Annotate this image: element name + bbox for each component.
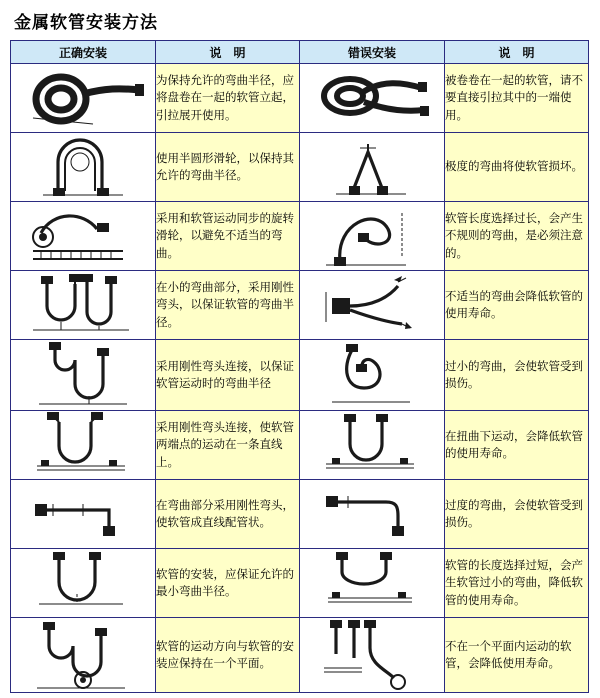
figure-hose-installed-with-min-bend-radius [11,549,156,618]
hose-with-synchronized-rotating-pulley-icon [13,203,153,269]
hose-motion-out-of-plane-icon [302,618,442,692]
note-correct: 软管的运动方向与软管的安装应保持在一个平面。 [156,618,300,693]
figure-hose-too-long-irregular-bend [300,202,445,271]
note-wrong: 极度的弯曲将使软管损坏。 [445,133,589,202]
table-row [11,411,589,480]
column-header-wrong-note: 说 明 [445,41,589,64]
figure-hose-too-long-small-bend [300,549,445,618]
note-wrong: 过小的弯曲，会使软管受到损伤。 [445,340,589,411]
figure-hose-bent-sharply-at-v [300,133,445,202]
table-header [11,41,589,64]
figure-excessive-bend-right-angle [300,480,445,549]
note-correct: 软管的安装，应保证允许的最小弯曲半径。 [156,549,300,618]
note-correct: 使用半圆形滑轮，以保持其允许的弯曲半径。 [156,133,300,202]
note-correct: 采用刚性弯头连接，以保证软管运动时的弯曲半径 [156,340,300,411]
table-row [11,271,589,340]
hose-motion-in-same-plane-icon [13,618,153,692]
note-correct: 采用和软管运动同步的旋转滑轮，以避免不适当的弯曲。 [156,202,300,271]
figure-hose-over-semicircular-sheave [11,133,156,202]
rigid-elbow-at-small-bend-icon [13,272,153,338]
installation-methods-table [10,40,589,693]
table-row [11,480,589,549]
column-header-correct-install: 正确安装 [11,41,156,64]
note-wrong: 被卷卷在一起的软管，请不要直接引拉其中的一端使用。 [445,64,589,133]
hose-bent-sharply-at-v-icon [302,136,442,198]
figure-too-small-bend-radius-u [300,340,445,411]
note-wrong: 软管长度选择过长，会产生不规则的弯曲，是必须注意的。 [445,202,589,271]
hose-too-long-small-bend-icon [302,552,442,614]
column-header-wrong-install: 错误安装 [300,41,445,64]
figure-improper-tight-bend-at-fitting [300,271,445,340]
note-correct: 为保持允许的弯曲半径，应将盘卷在一起的软管立起，引拉展开使用。 [156,64,300,133]
rigid-elbow-both-ends-straight-line-icon [13,412,153,478]
coiled-hose-pulled-from-center-icon [302,66,442,130]
hose-over-semicircular-sheave-icon [13,136,153,198]
excessive-bend-right-angle-icon [302,484,442,544]
figure-hose-with-synchronized-rotating-pulley [11,202,156,271]
improper-tight-bend-at-fitting-icon [302,272,442,338]
table-row [11,340,589,411]
too-small-bend-radius-u-icon [302,340,442,410]
figure-hose-motion-out-of-plane [300,618,445,693]
figure-coiled-hose-standing-upright [11,64,156,133]
note-wrong: 在扭曲下运动，会降低软管的使用寿命。 [445,411,589,480]
figure-rigid-elbow-at-small-bend [11,271,156,340]
figure-hose-twisted-under-motion [300,411,445,480]
hose-twisted-under-motion-icon [302,412,442,478]
table-header-row [11,41,589,64]
figure-coiled-hose-pulled-from-center [300,64,445,133]
rigid-elbow-connection-u-bend-icon [13,340,153,410]
table-row [11,618,589,693]
hose-installed-with-min-bend-radius-icon [13,552,153,614]
rigid-elbow-straight-pipe-layout-icon [13,484,153,544]
figure-hose-motion-in-same-plane [11,618,156,693]
table-body [11,64,589,693]
note-wrong: 不在一个平面内运动的软管，会降低使用寿命。 [445,618,589,693]
table-row [11,549,589,618]
hose-too-long-irregular-bend-icon [302,203,442,269]
figure-rigid-elbow-both-ends-straight-line [11,411,156,480]
page-title: 金属软管安装方法 [14,13,158,33]
table-row [11,202,589,271]
note-correct: 采用刚性弯头连接，使软管两端点的运动在一条直线上。 [156,411,300,480]
table-row [11,64,589,133]
table-row [11,133,589,202]
note-wrong: 不适当的弯曲会降低软管的使用寿命。 [445,271,589,340]
note-wrong: 过度的弯曲，会使软管受到损伤。 [445,480,589,549]
figure-rigid-elbow-connection-u-bend [11,340,156,411]
note-correct: 在小的弯曲部分，采用刚性弯头，以保证软管的弯曲半径。 [156,271,300,340]
figure-rigid-elbow-straight-pipe-layout [11,480,156,549]
note-wrong: 软管的长度选择过短，会产生软管过小的弯曲，降低软管的使用寿命。 [445,549,589,618]
coiled-hose-standing-upright-icon [13,66,153,130]
column-header-correct-note: 说 明 [156,41,300,64]
note-correct: 在弯曲部分采用刚性弯头，使软管成直线配管状。 [156,480,300,549]
